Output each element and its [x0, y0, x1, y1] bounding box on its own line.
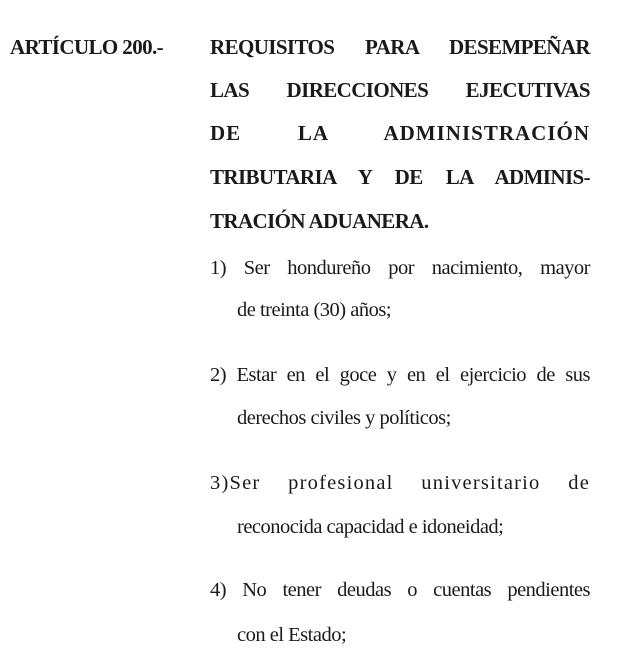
title-line: TRACIÓN ADUANERA. — [210, 209, 429, 233]
item-line: 4) No tener deudas o cuentas pendientes — [210, 579, 590, 601]
item-line: 3)Ser profesional universitario de — [210, 472, 590, 494]
title-line: REQUISITOS PARA DESEMPEÑAR — [210, 35, 590, 59]
item-line: 2) Estar en el goce y en el ejercicio de sus — [210, 364, 590, 386]
item-line: de treinta (30) años; — [237, 299, 392, 321]
title-line: DE LA ADMINISTRACIÓN — [210, 121, 590, 145]
item-line: con el Estado; — [237, 624, 347, 646]
item-line: derechos civiles y políticos; — [237, 407, 451, 429]
article-number: ARTÍCULO 200.- — [10, 35, 164, 59]
item-line: reconocida capacidad e idoneidad; — [237, 516, 504, 538]
title-line: TRIBUTARIA Y DE LA ADMINIS- — [210, 165, 590, 189]
title-line: LAS DIRECCIONES EJECUTIVAS — [210, 78, 590, 102]
item-line: 1) Ser hondureño por nacimiento, mayor — [210, 257, 590, 279]
